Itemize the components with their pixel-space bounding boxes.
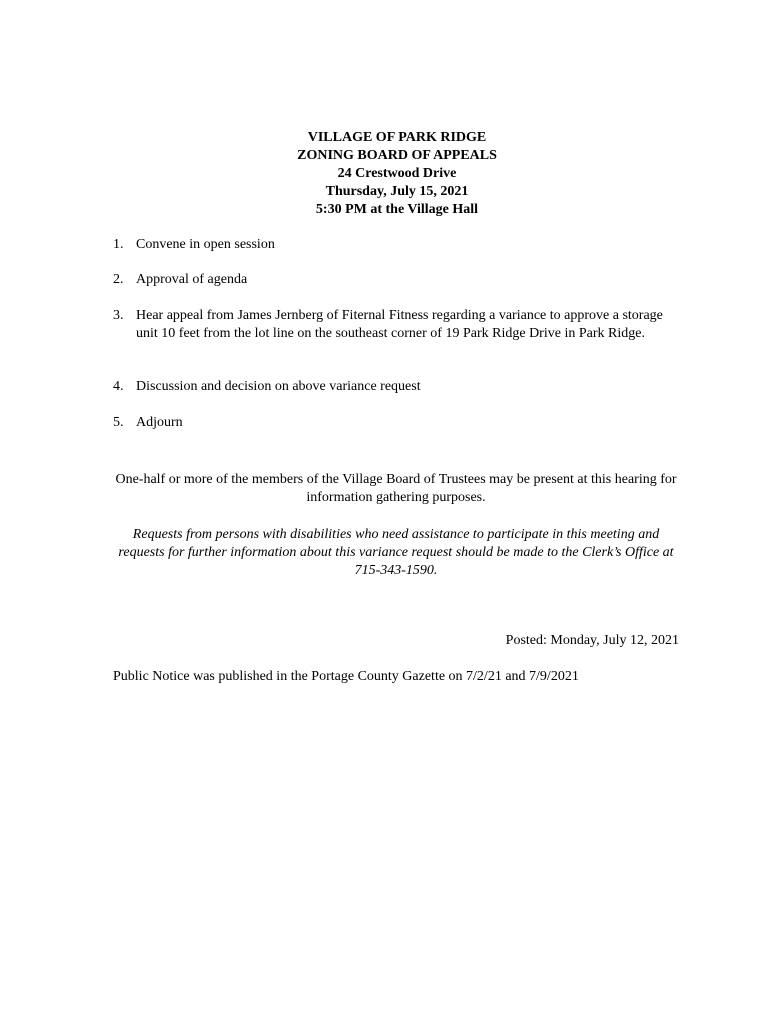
agenda-item-text: Discussion and decision on above variance request [136, 379, 421, 394]
trustees-notice: One-half or more of the members of the Village Board of Trustees may be present at this hearing for information gathering purposes. [115, 472, 677, 505]
agenda-item [113, 271, 247, 289]
publication-notice: Public Notice was published in the Portage County Gazette on 7/2/21 and 7/9/2021 [113, 669, 579, 684]
agenda-item-number: 1. [113, 237, 124, 252]
agenda-item [113, 378, 421, 396]
posted-date: Posted: Monday, July 12, 2021 [505, 633, 679, 648]
header-time-location: 5:30 PM at the Village Hall [315, 202, 479, 217]
header-date: Thursday, July 15, 2021 [325, 184, 469, 199]
agenda-item-number: 3. [113, 308, 124, 323]
agenda-item-text: Approval of agenda [136, 272, 248, 287]
agenda-item [113, 236, 275, 254]
header-address: 24 Crestwood Drive [337, 166, 457, 181]
agenda-item-number: 2. [113, 272, 124, 287]
agenda-item [113, 307, 681, 343]
disabilities-notice: Requests from persons with disabilities who need assistance to participate in this meeting and requests for further information about this variance request should be made to the Clerk’s Office at 715-343-1590. [118, 527, 674, 578]
header-village-name: VILLAGE OF PARK RIDGE [307, 130, 487, 145]
agenda-item [113, 414, 183, 432]
agenda-item-text: Convene in open session [136, 237, 275, 252]
agenda-item-number: 5. [113, 415, 124, 430]
header-board-name: ZONING BOARD OF APPEALS [297, 148, 497, 163]
meeting-header [0, 129, 770, 219]
agenda-item-text: Adjourn [136, 415, 183, 430]
agenda-item-text: Hear appeal from James Jernberg of Fiternal Fitness regarding a variance to approve a storage unit 10 feet from the lot line on the southeast corner of 19 Park Ridge Drive in Park Ridge. [136, 308, 663, 341]
agenda-item-number: 4. [113, 379, 124, 394]
